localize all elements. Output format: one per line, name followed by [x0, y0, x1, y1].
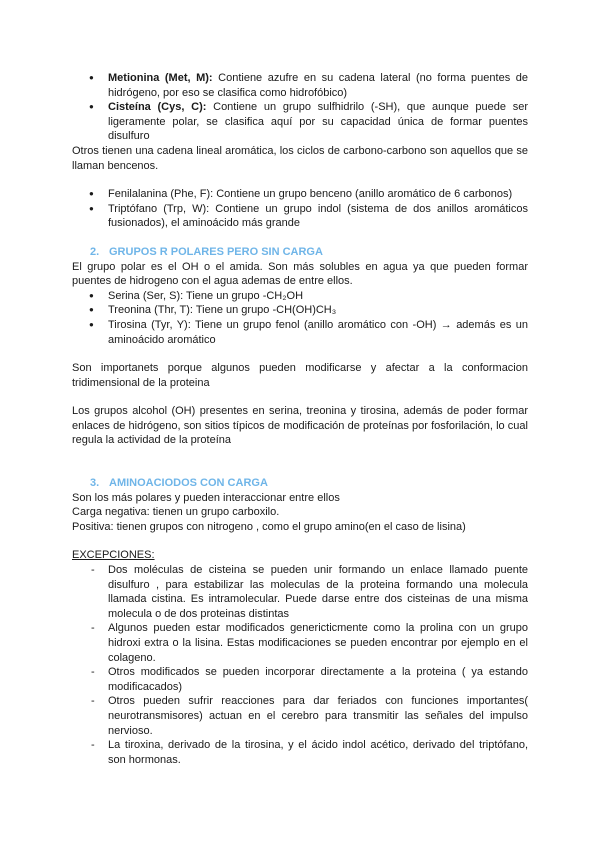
- section-3-heading: 3. AMINOACIODOS CON CARGA: [90, 477, 268, 490]
- section-2-heading: 2. GRUPOS R POLARES PERO SIN CARGA: [90, 245, 323, 258]
- exception-item: - La tiroxina, derivado de la tirosina, y el ácido indol acético, derivado del triptófano, son hormonas.: [72, 738, 528, 767]
- list-item-cisteina: ● Cisteína (Cys, C): Contiene un grupo sulfhidrilo (-SH), que aunque puede ser ligeramente polar, se clasifica aquí por su capacidad única de formar puentes disulfuro: [72, 100, 528, 144]
- section-2-paragraph-importance: Son importanets porque algunos pueden modificarse y afectar a la conformacion tridimensional de la proteina: [72, 362, 528, 389]
- exception-item: - Otros modificados se pueden incorporar directamente a la proteina ( ya estando modificacados): [72, 665, 528, 694]
- list-item-fenilalanina: ● Fenilalanina (Phe, F): Contiene un grupo benceno (anillo aromático de 6 carbonos): [72, 187, 528, 202]
- aromatic-intro-paragraph: Otros tienen una cadena lineal aromática, los ciclos de carbono-carbono son aquellos que se llaman bencenos.: [72, 144, 528, 172]
- list-item-treonina: ● Treonina (Thr, T): Tiene un grupo -CH(OH)CH₃: [72, 303, 528, 318]
- list-item-metionina: ● Metionina (Met, M): Contiene azufre en su cadena lateral (no forma puentes de hidrógeno, por eso se clasifica como hidrofóbico): [72, 71, 528, 100]
- exception-item: - Algunos pueden estar modificados genericticmente como la prolina con un grupo hidroxi extra o la lisina. Estas modificaciones se pueden encontrar por ejemplo en el colageno.: [72, 621, 528, 665]
- document-page: [72, 71, 528, 767]
- exception-item: - Dos moléculas de cisteina se pueden unir formando un enlace llamado puente disulfuro , para estabilizar las moleculas de la proteina formando una molecula llamada cistina. Es intramolecular. Puede darse entre dos cisteinas de una misma molecula o de dos proteinas distintas: [72, 563, 528, 621]
- aromatic-list: [72, 187, 528, 231]
- section-3-line: Carga negativa: tienen un grupo carboxilo.: [72, 506, 280, 519]
- section-3-line: Positiva: tienen grupos con nitrogeno , como el grupo amino(en el caso de lisina): [72, 520, 466, 533]
- list-item-triptofano: ● Triptófano (Trp, W): Contiene un grupo indol (sistema de dos anillos aromáticos fusionados), el aminoácido más grande: [72, 202, 528, 231]
- exceptions-title: EXCEPCIONES:: [72, 549, 155, 562]
- amino-acid-list-top: [72, 71, 528, 144]
- list-item-serina: ● Serina (Ser, S): Tiene un grupo -CH₂OH: [72, 289, 528, 304]
- section-2-intro: El grupo polar es el OH o el amida. Son más solubles en agua ya que pueden formar puentes de hidrogeno con el agua ademas de entre ellos.: [72, 260, 528, 288]
- exception-item: - Otros pueden sufrir reacciones para dar feriados con funciones importantes( neurotransmisores) actuan en el cerebro para transmitir las señales del impulso nervioso.: [72, 694, 528, 738]
- list-item-tirosina: ● Tirosina (Tyr, Y): Tiene un grupo fenol (anillo aromático con -OH) → además es un aminoácido aromático: [72, 318, 528, 347]
- exceptions-list: [72, 563, 528, 767]
- section-3-line: Son los más polares y pueden interaccionar entre ellos: [72, 491, 340, 504]
- section-2-paragraph-alcohol: Los grupos alcohol (OH) presentes en serina, treonina y tirosina, además de poder formar enlaces de hidrógeno, son sitios típicos de modificación de proteínas por fosforilación, lo cual regula la actividad de la proteína: [72, 405, 528, 447]
- polar-list: [72, 289, 528, 347]
